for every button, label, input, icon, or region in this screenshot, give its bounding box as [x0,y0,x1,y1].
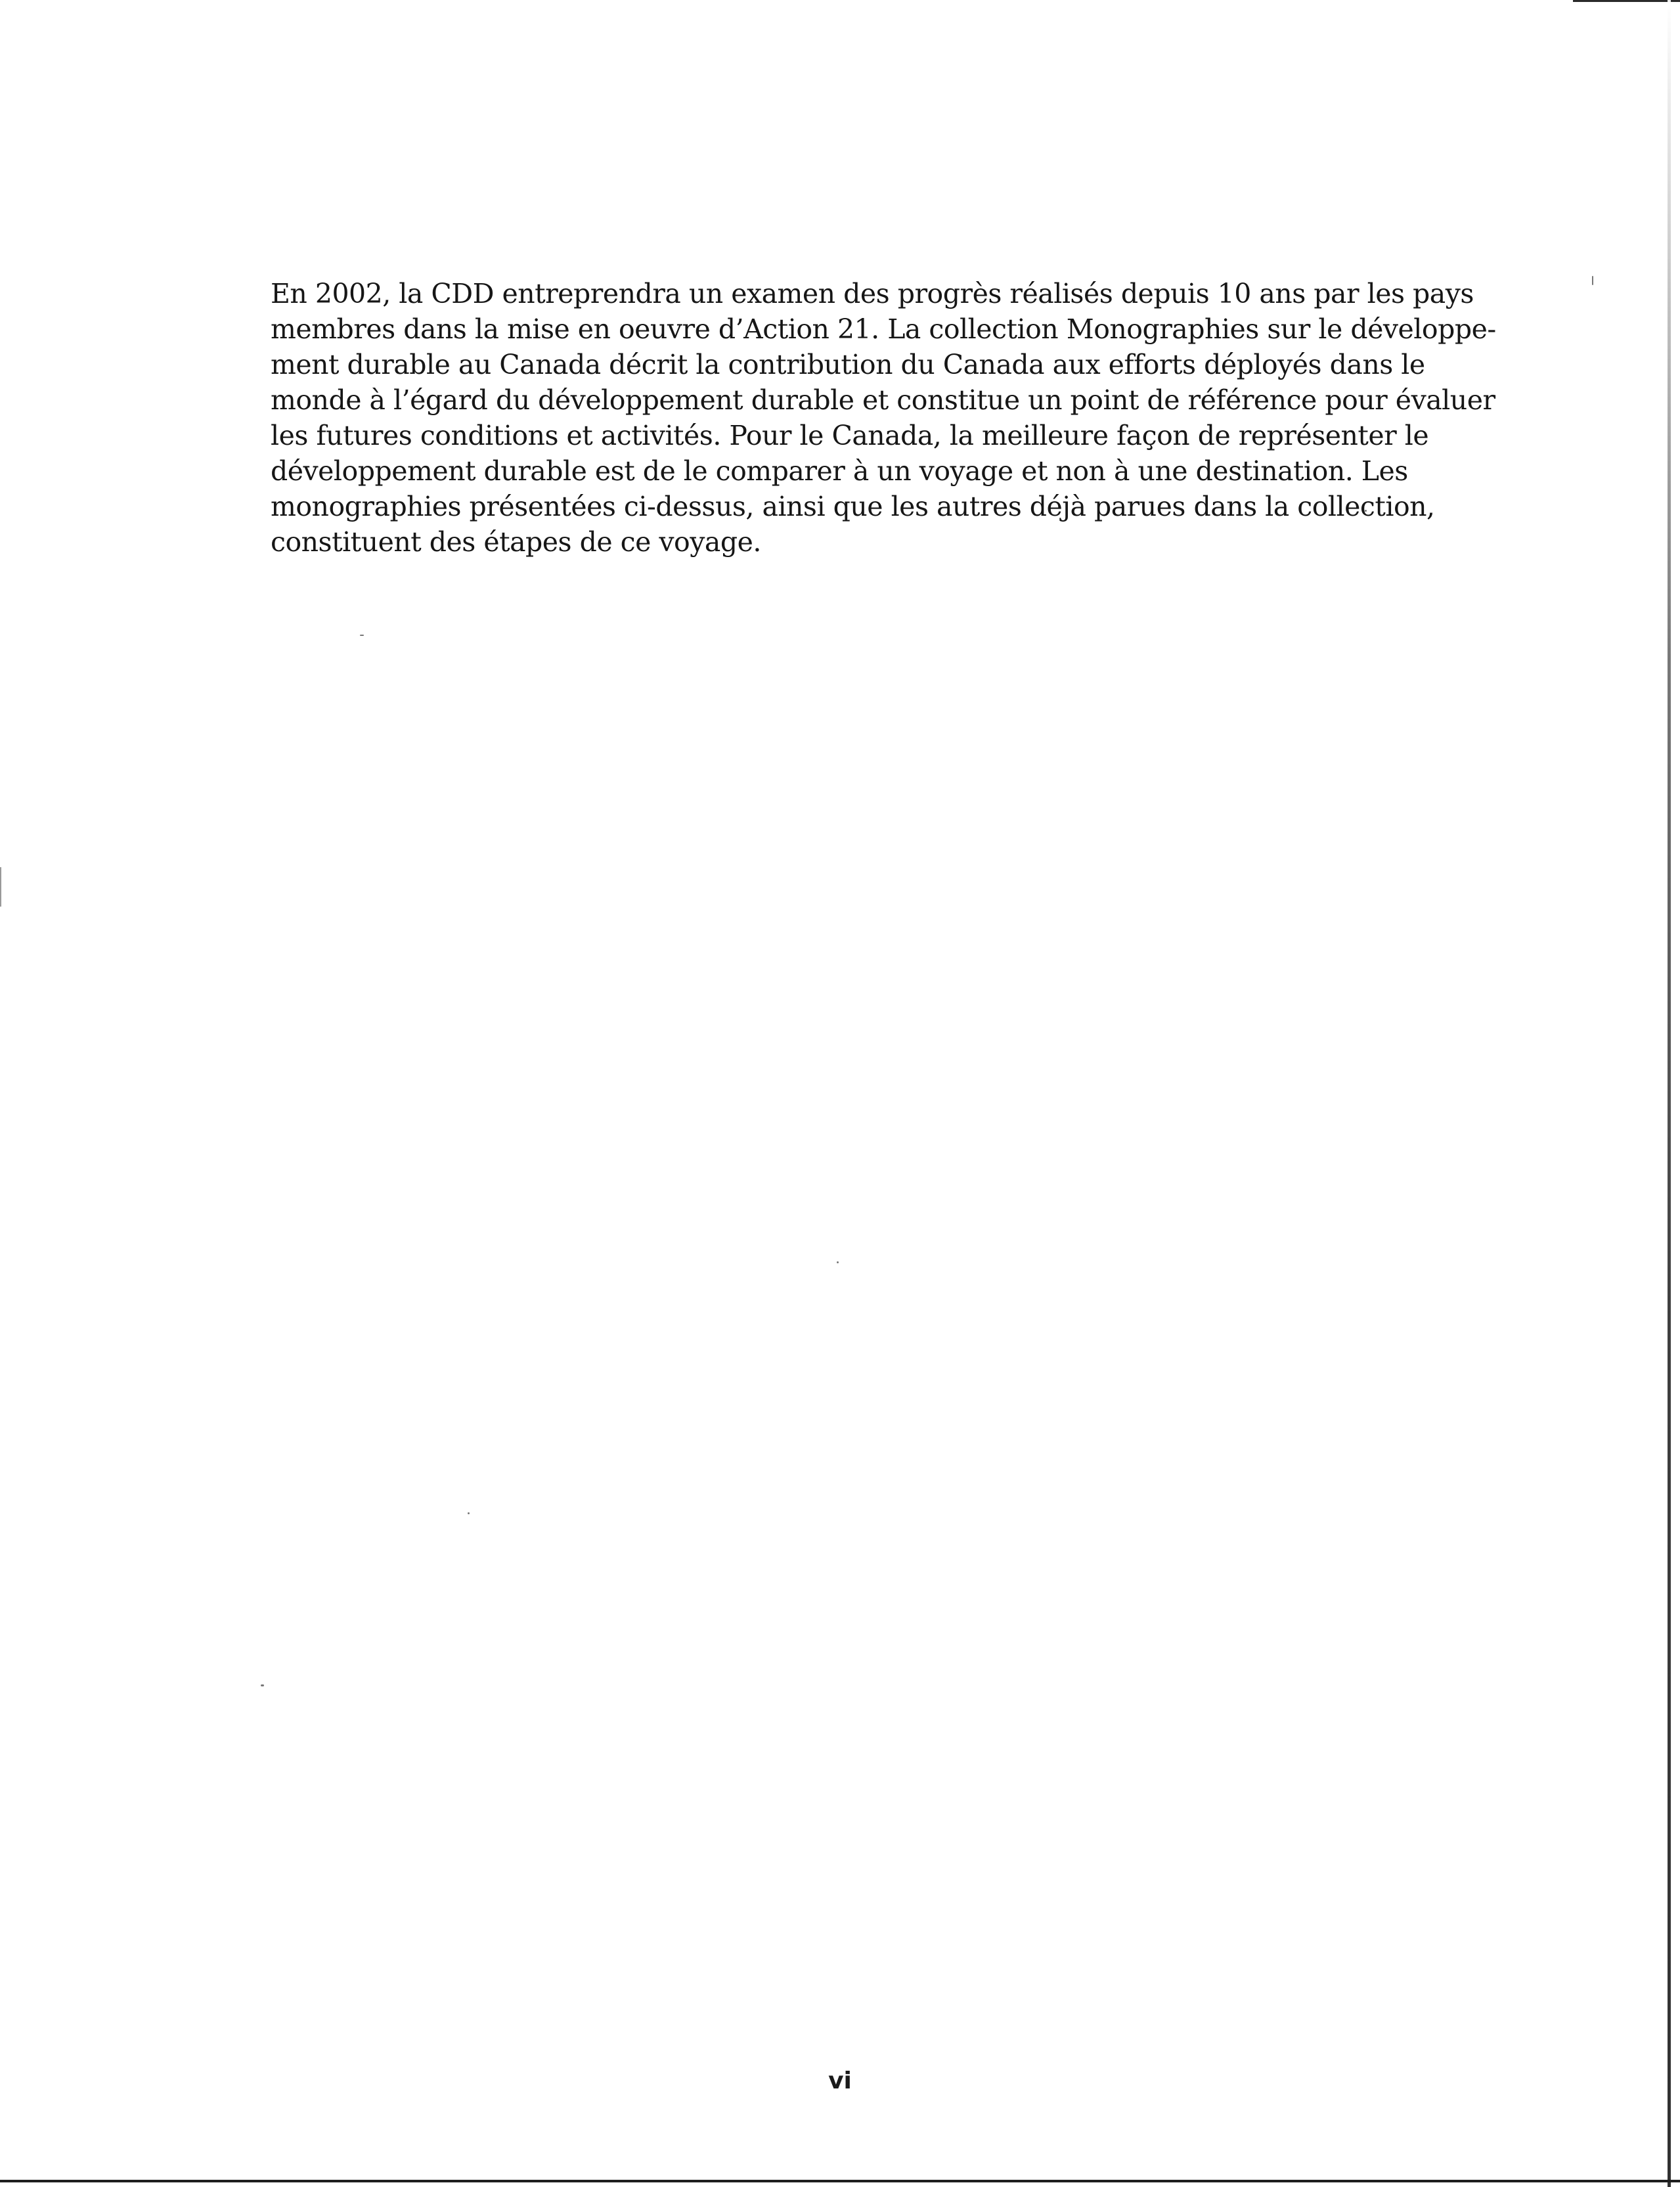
paragraph-line: constituent des étapes de ce voyage. [271,526,761,558]
paragraph-line: monde à l’égard du développement durable et constitue un point de référence pour évaluer [271,384,1495,416]
paragraph-line: les futures conditions et activités. Pour le Canada, la meilleure façon de représenter le [271,420,1429,451]
scan-speck [837,1261,839,1263]
paragraph-line: développement durable est de le comparer à un voyage et non à une destination. Les [271,455,1408,487]
page-number: vi [828,2067,852,2094]
scan-speck [360,635,364,636]
scan-speck [468,1512,470,1514]
paragraph-line: ment durable au Canada décrit la contribution du Canada aux efforts déployés dans le [271,349,1425,380]
paragraph-line: membres dans la mise en oeuvre d’Action 21. La collection Monographies sur le développe- [271,313,1496,345]
paragraph-line: monographies présentées ci-dessus, ainsi que les autres déjà parues dans la collection, [271,491,1435,522]
scan-edge-left [0,867,1,907]
scan-speck [1592,276,1593,285]
paragraph-line: En 2002, la CDD entreprendra un examen des progrès réalisés depuis 10 ans par les pays [271,278,1474,309]
scan-edge-top [1573,0,1680,2]
scan-edge-right [1668,0,1671,2187]
scan-speck [261,1684,264,1686]
scan-edge-bottom [0,2180,1680,2182]
body-paragraph [271,276,1496,560]
